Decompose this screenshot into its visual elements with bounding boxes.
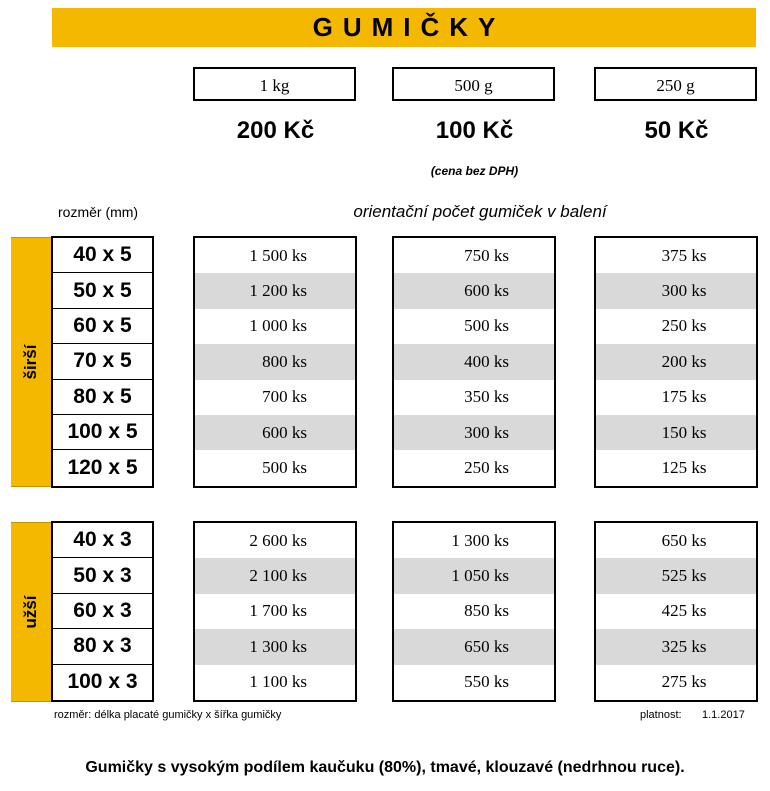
- count-cell: 200 ks: [596, 344, 756, 379]
- count-cell: 400 ks: [394, 344, 554, 379]
- group-label-wider: [11, 237, 51, 487]
- count-column-250g-wider: [594, 236, 758, 488]
- size-cell: 80 x 5: [53, 380, 152, 415]
- page-title: GUMIČKY: [312, 12, 506, 42]
- size-column-narrower: [51, 521, 154, 702]
- count-cell: 750 ks: [464, 245, 509, 265]
- product-description: Gumičky s vysokým podílem kaučuku (80%), tmavé, klouzavé (nedrhnou ruce).: [85, 759, 685, 776]
- count-cell: 1 200 ks: [195, 273, 355, 308]
- count-cell: 300 ks: [596, 273, 756, 308]
- count-cell: 250 ks: [464, 458, 509, 478]
- count-cell: 175 ks: [661, 387, 707, 407]
- size-cell: 100 x 3: [67, 670, 138, 694]
- size-cell: 120 x 5: [67, 456, 138, 480]
- count-cell: 1 300 ks: [451, 530, 509, 550]
- size-note: rozměr: délka placaté gumičky x šířka gumičky: [54, 709, 282, 721]
- group-label-narrower: [11, 522, 51, 702]
- package-weight-1kg: 1 kg: [193, 67, 356, 101]
- count-cell: 525 ks: [596, 558, 756, 593]
- size-cell: 40 x 3: [53, 523, 152, 558]
- size-cell: 50 x 3: [53, 558, 152, 593]
- count-column-1kg-wider: [193, 236, 357, 488]
- size-cell: 60 x 5: [53, 309, 152, 344]
- size-cell: 100 x 5: [53, 415, 152, 450]
- size-column-wider: [51, 236, 154, 488]
- count-label: orientační počet gumiček v balení: [353, 202, 607, 221]
- validity-label: platnost:: [640, 709, 682, 721]
- count-column-500g-wider: [392, 236, 556, 488]
- dimension-label: rozměr (mm): [58, 204, 139, 220]
- count-cell: 1 100 ks: [249, 672, 307, 692]
- size-cell: 40 x 5: [53, 238, 152, 273]
- count-cell: 1 500 ks: [249, 245, 307, 265]
- count-cell: 150 ks: [596, 415, 756, 450]
- validity-date: 1.1.2017: [702, 709, 745, 721]
- title-banner: [52, 8, 756, 47]
- package-weight-500g: 500 g: [392, 67, 555, 101]
- size-cell: 70 x 5: [53, 344, 152, 379]
- count-cell: 1 050 ks: [394, 558, 554, 593]
- count-cell: 500 ks: [464, 316, 509, 336]
- count-cell: 1 700 ks: [249, 601, 307, 621]
- count-cell: 600 ks: [394, 273, 554, 308]
- count-cell: 325 ks: [596, 629, 756, 664]
- package-weight-250g: 250 g: [594, 67, 757, 101]
- size-cell: 50 x 5: [53, 273, 152, 308]
- count-cell: 700 ks: [262, 387, 307, 407]
- count-cell: 2 600 ks: [249, 530, 307, 550]
- size-cell: 60 x 3: [53, 594, 152, 629]
- size-cell: 80 x 3: [53, 629, 152, 664]
- count-cell: 800 ks: [195, 344, 355, 379]
- count-column-250g-narrower: [594, 521, 758, 702]
- count-cell: 125 ks: [661, 458, 707, 478]
- count-cell: 375 ks: [661, 245, 707, 265]
- count-cell: 275 ks: [661, 672, 707, 692]
- count-cell: 2 100 ks: [195, 558, 355, 593]
- count-cell: 250 ks: [661, 316, 707, 336]
- group-label-narrower-text: užší: [21, 595, 40, 629]
- price-1kg: 200 Kč: [236, 117, 315, 144]
- count-cell: 650 ks: [661, 530, 707, 550]
- count-cell: 425 ks: [661, 601, 707, 621]
- count-cell: 550 ks: [464, 672, 509, 692]
- count-cell: 600 ks: [195, 415, 355, 450]
- count-cell: 300 ks: [394, 415, 554, 450]
- count-cell: 1 000 ks: [249, 316, 307, 336]
- price-500g: 100 Kč: [435, 117, 514, 144]
- count-cell: 850 ks: [464, 601, 509, 621]
- price-note: (cena bez DPH): [430, 164, 519, 178]
- price-250g: 50 Kč: [644, 117, 709, 144]
- count-column-500g-narrower: [392, 521, 556, 702]
- count-column-1kg-narrower: [193, 521, 357, 702]
- count-cell: 650 ks: [394, 629, 554, 664]
- count-cell: 1 300 ks: [195, 629, 355, 664]
- group-label-wider-text: širší: [21, 344, 40, 380]
- count-cell: 350 ks: [464, 387, 509, 407]
- count-cell: 500 ks: [262, 458, 307, 478]
